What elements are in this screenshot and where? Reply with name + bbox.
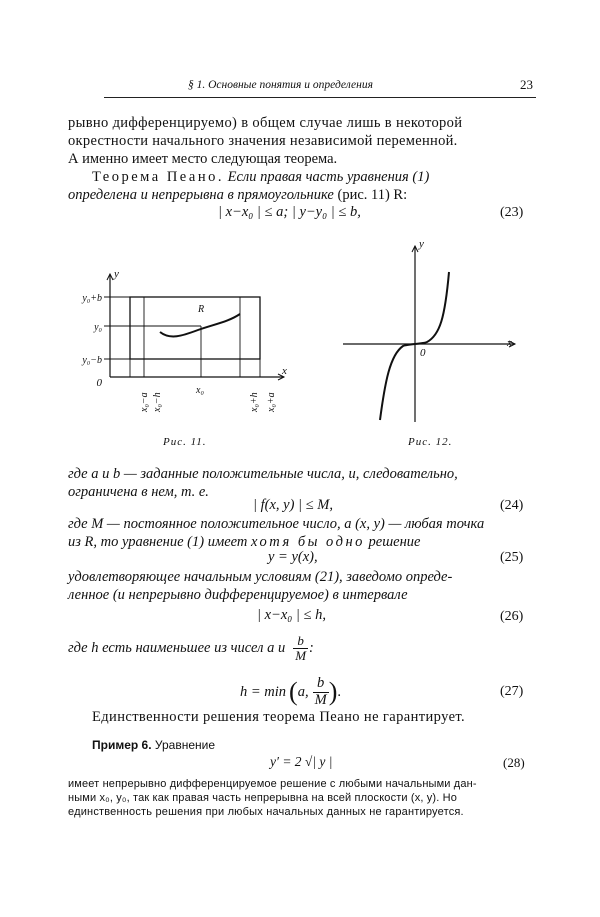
theorem-text: определена и непрерывна в прямоугольнике bbox=[68, 187, 334, 203]
eq27-fraction bbox=[313, 676, 329, 707]
figure-11-caption: Рис. 11. bbox=[163, 436, 207, 448]
x-axis-label: x bbox=[507, 337, 512, 349]
text-line bbox=[68, 534, 420, 551]
text-line: где M — постоянное положительное число, a (x, y) — любая точка bbox=[68, 516, 485, 532]
origin-label: 0 bbox=[96, 377, 102, 389]
text-line: ограничена в нем, т. е. bbox=[68, 484, 209, 500]
text-line: имеет непрерывно дифференцируемое решение с любыми начальными дан- bbox=[68, 778, 477, 790]
text-part: где h есть наименьшее из чисел a и bbox=[68, 639, 286, 656]
label-x0: x₀ bbox=[196, 385, 204, 396]
label-x0-minus-h: x₀−h bbox=[152, 392, 163, 412]
example-heading bbox=[92, 738, 215, 752]
example-title: Пример 6. bbox=[92, 738, 152, 752]
x-axis-label: x bbox=[282, 365, 287, 377]
equation-number: (23) bbox=[500, 205, 524, 220]
equation-number: (26) bbox=[500, 609, 524, 624]
example-text: Уравнение bbox=[154, 738, 216, 752]
text-part: решение bbox=[368, 534, 421, 550]
running-header: § 1. Основные понятия и определения bbox=[188, 79, 373, 91]
text-line: окрестности начального значения независимой переменной. bbox=[68, 133, 458, 149]
eq27-a: a, bbox=[297, 683, 309, 700]
fraction-denominator: M bbox=[314, 691, 327, 708]
text-line: удовлетворяющее начальным условиям (21), заведомо опреде- bbox=[68, 569, 453, 585]
text-emphasis: хотя бы одно bbox=[250, 534, 365, 550]
equation-number: (27) bbox=[500, 684, 524, 699]
equation-number: (25) bbox=[500, 550, 524, 565]
header-rule bbox=[104, 97, 536, 98]
equation-23: | x−x₀ | ≤ a; | y−y₀ | ≤ b, bbox=[218, 204, 361, 220]
label-y0-minus-b: y₀−b bbox=[82, 355, 102, 366]
page-number: 23 bbox=[520, 77, 533, 92]
eq27-lhs: h = min bbox=[240, 683, 287, 700]
label-y0: y₀ bbox=[94, 322, 102, 333]
equation-25: y = y(x), bbox=[268, 549, 318, 565]
theorem-line bbox=[92, 169, 429, 186]
fraction-numerator: b bbox=[313, 676, 329, 692]
fraction-denominator: M bbox=[295, 647, 307, 663]
rectangle-R bbox=[130, 297, 260, 359]
text-line: ленное (и непрерывно дифференцируемое) в интервале bbox=[68, 587, 408, 603]
integral-curve bbox=[160, 314, 240, 336]
text-line: ными x₀, y₀, так как правая часть непрерывна на всей плоскости (x, y). Но bbox=[68, 792, 458, 804]
theorem-ref: (рис. 11) R: bbox=[337, 187, 408, 203]
equation-number: (28) bbox=[503, 755, 525, 770]
y-axis-label: y bbox=[419, 238, 424, 250]
text-part: из R, то уравнение (1) имеет bbox=[68, 534, 248, 550]
fraction-numerator: b bbox=[293, 634, 308, 649]
label-x0-plus-h: x₀+h bbox=[249, 392, 260, 412]
equation-number: (24) bbox=[500, 498, 524, 513]
text-line: рывно дифференцируемо) в общем случае лишь в некоторой bbox=[68, 115, 463, 131]
label-x0-plus-a: x₀+a bbox=[266, 392, 277, 412]
equation-28: y′ = 2 √| y | bbox=[270, 754, 333, 769]
text-line: единственность решения при любых начальных данных не гарантируется. bbox=[68, 806, 464, 818]
equation-27: h = min ( a, $\frac{b}{M}$ ) . bbox=[240, 675, 341, 708]
figure-12 bbox=[335, 232, 525, 424]
y-axis-label: y bbox=[114, 268, 119, 280]
label-x0-minus-a: x₀−a bbox=[139, 392, 150, 412]
label-R: R bbox=[198, 304, 205, 315]
equation-26: | x−x₀ | ≤ h, bbox=[257, 607, 327, 623]
figure-12-caption: Рис. 12. bbox=[408, 436, 453, 448]
eq27-period: . bbox=[337, 683, 341, 700]
theorem-text: Если правая часть уравнения (1) bbox=[227, 169, 430, 185]
text-line: где h есть наименьшее из чисел a и $\frac{b}{M}$ : bbox=[68, 632, 314, 663]
theorem-line bbox=[68, 187, 407, 204]
text-line: А именно имеет место следующая теорема. bbox=[68, 151, 338, 167]
text-line: где a и b — заданные положительные числа, и, следовательно, bbox=[68, 466, 458, 482]
label-y0-plus-b: y₀+b bbox=[82, 293, 102, 304]
figure-11 bbox=[70, 262, 300, 424]
theorem-name: Теорема Пеано. bbox=[92, 169, 224, 185]
text-line: Единственности решения теорема Пеано не гарантирует. bbox=[92, 709, 466, 725]
equation-24: | f(x, y) | ≤ M, bbox=[253, 497, 333, 513]
fraction-b-over-M bbox=[293, 634, 308, 662]
origin-label: 0 bbox=[420, 347, 426, 359]
